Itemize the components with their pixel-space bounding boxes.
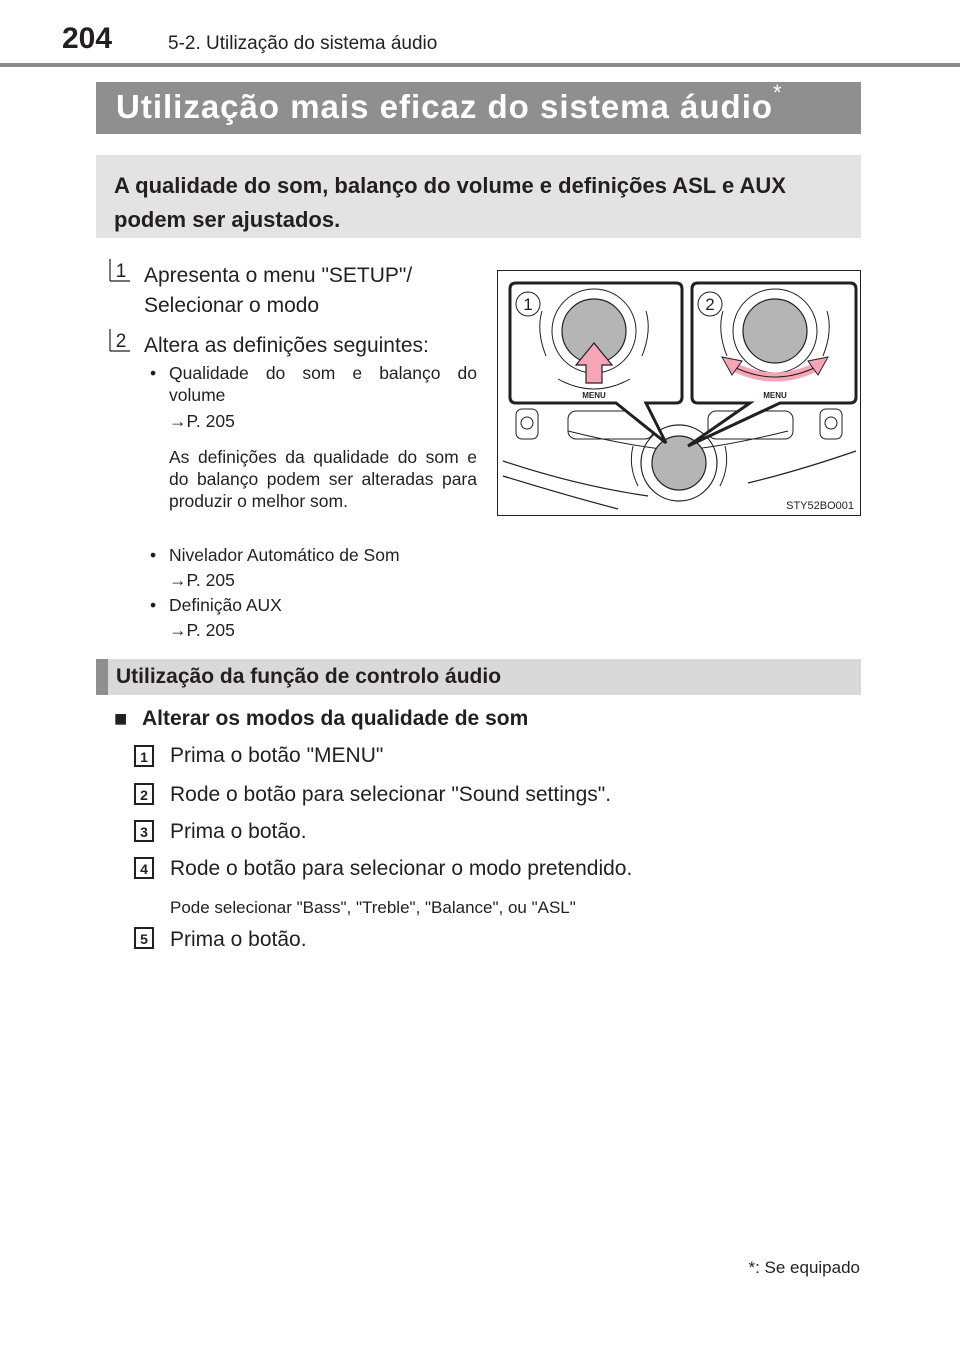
intro-step-2-text: Altera as definições seguintes: xyxy=(144,334,429,357)
step-4-text: Rode o botão para selecionar o modo pretendido. xyxy=(170,857,633,880)
bullet-dot: • xyxy=(150,595,157,615)
section-heading-accent xyxy=(96,659,108,695)
bullet-2-text: Nivelador Automático de Som xyxy=(169,545,400,565)
subheading: Alterar os modos da qualidade de som xyxy=(142,707,529,730)
page-title-bar xyxy=(96,82,861,134)
page-title xyxy=(116,80,783,126)
step-box-2: 2 xyxy=(134,783,154,805)
step-1-icon xyxy=(108,257,132,283)
section-heading: Utilização da função de controlo áudio xyxy=(116,665,502,688)
bullet-1-ref: →P. 205 xyxy=(169,411,235,431)
bullet-dot: • xyxy=(150,363,157,383)
step-box-3: 3 xyxy=(134,820,154,842)
step-1-text: Prima o botão "MENU" xyxy=(170,744,384,767)
page-number: 204 xyxy=(62,22,113,55)
footnote xyxy=(748,1258,860,1278)
intro-step-1-line2: Selecionar o modo xyxy=(144,294,320,317)
bullet-3-text: Definição AUX xyxy=(169,595,282,615)
menu-label-left: MENU xyxy=(582,391,606,400)
figure-label-2: 2 xyxy=(705,295,715,314)
page-title-text: Utilização mais eficaz do sistema áudio xyxy=(116,88,774,125)
equipped-marker: * xyxy=(773,80,783,105)
bullet-2-ref: →P. 205 xyxy=(169,570,235,590)
step-5-text: Prima o botão. xyxy=(170,928,307,951)
subheading-marker: ■ xyxy=(114,706,128,731)
figure-label-1: 1 xyxy=(523,295,533,314)
intro-step-1-line1: Apresenta o menu "SETUP"/ xyxy=(144,264,413,287)
step-4-note: Pode selecionar "Bass", "Treble", "Balance", ou "ASL" xyxy=(170,898,576,917)
console-curve-right xyxy=(748,451,856,483)
step-box-5: 5 xyxy=(134,927,154,949)
console-curve-left xyxy=(503,461,648,496)
step-1-digit: 1 xyxy=(115,261,127,282)
step-box-1: 1 xyxy=(134,745,154,767)
section-breadcrumb: 5-2. Utilização do sistema áudio xyxy=(168,33,438,54)
figure-code: STY52BO001 xyxy=(786,500,854,512)
step-3-text: Prima o botão. xyxy=(170,820,307,843)
bullet-dot: • xyxy=(150,545,157,565)
step-2-icon xyxy=(108,327,132,353)
small-button-left xyxy=(516,409,538,439)
header-rule xyxy=(0,63,960,67)
summary-text: A qualidade do som, balanço do volume e definições ASL e AUX podem ser ajustados. xyxy=(114,173,786,232)
step-2-text: Rode o botão para selecionar "Sound settings". xyxy=(170,783,612,806)
section-heading-bar xyxy=(96,659,861,695)
small-button-right xyxy=(820,409,842,439)
step-2-digit: 2 xyxy=(115,331,127,352)
main-knob xyxy=(631,425,726,501)
footnote-text: : Se equipado xyxy=(755,1258,860,1277)
bullet-3-ref: →P. 205 xyxy=(169,620,235,640)
knob-diagram xyxy=(498,271,860,515)
console-curve-left-2 xyxy=(503,476,618,509)
step-number-1 xyxy=(108,257,132,283)
step-box-4: 4 xyxy=(134,857,154,879)
bullet-1-note: As definições da qualidade do som e do balanço podem ser alteradas para produzir o melhor som. xyxy=(169,447,477,511)
audio-knob-illustration xyxy=(497,270,861,516)
bullet-1-text: Qualidade do som e balanço do volume xyxy=(169,363,477,405)
summary-box xyxy=(96,155,861,238)
menu-label-right: MENU xyxy=(763,391,787,400)
step-number-2 xyxy=(108,327,132,353)
footnote-marker: * xyxy=(748,1258,756,1277)
